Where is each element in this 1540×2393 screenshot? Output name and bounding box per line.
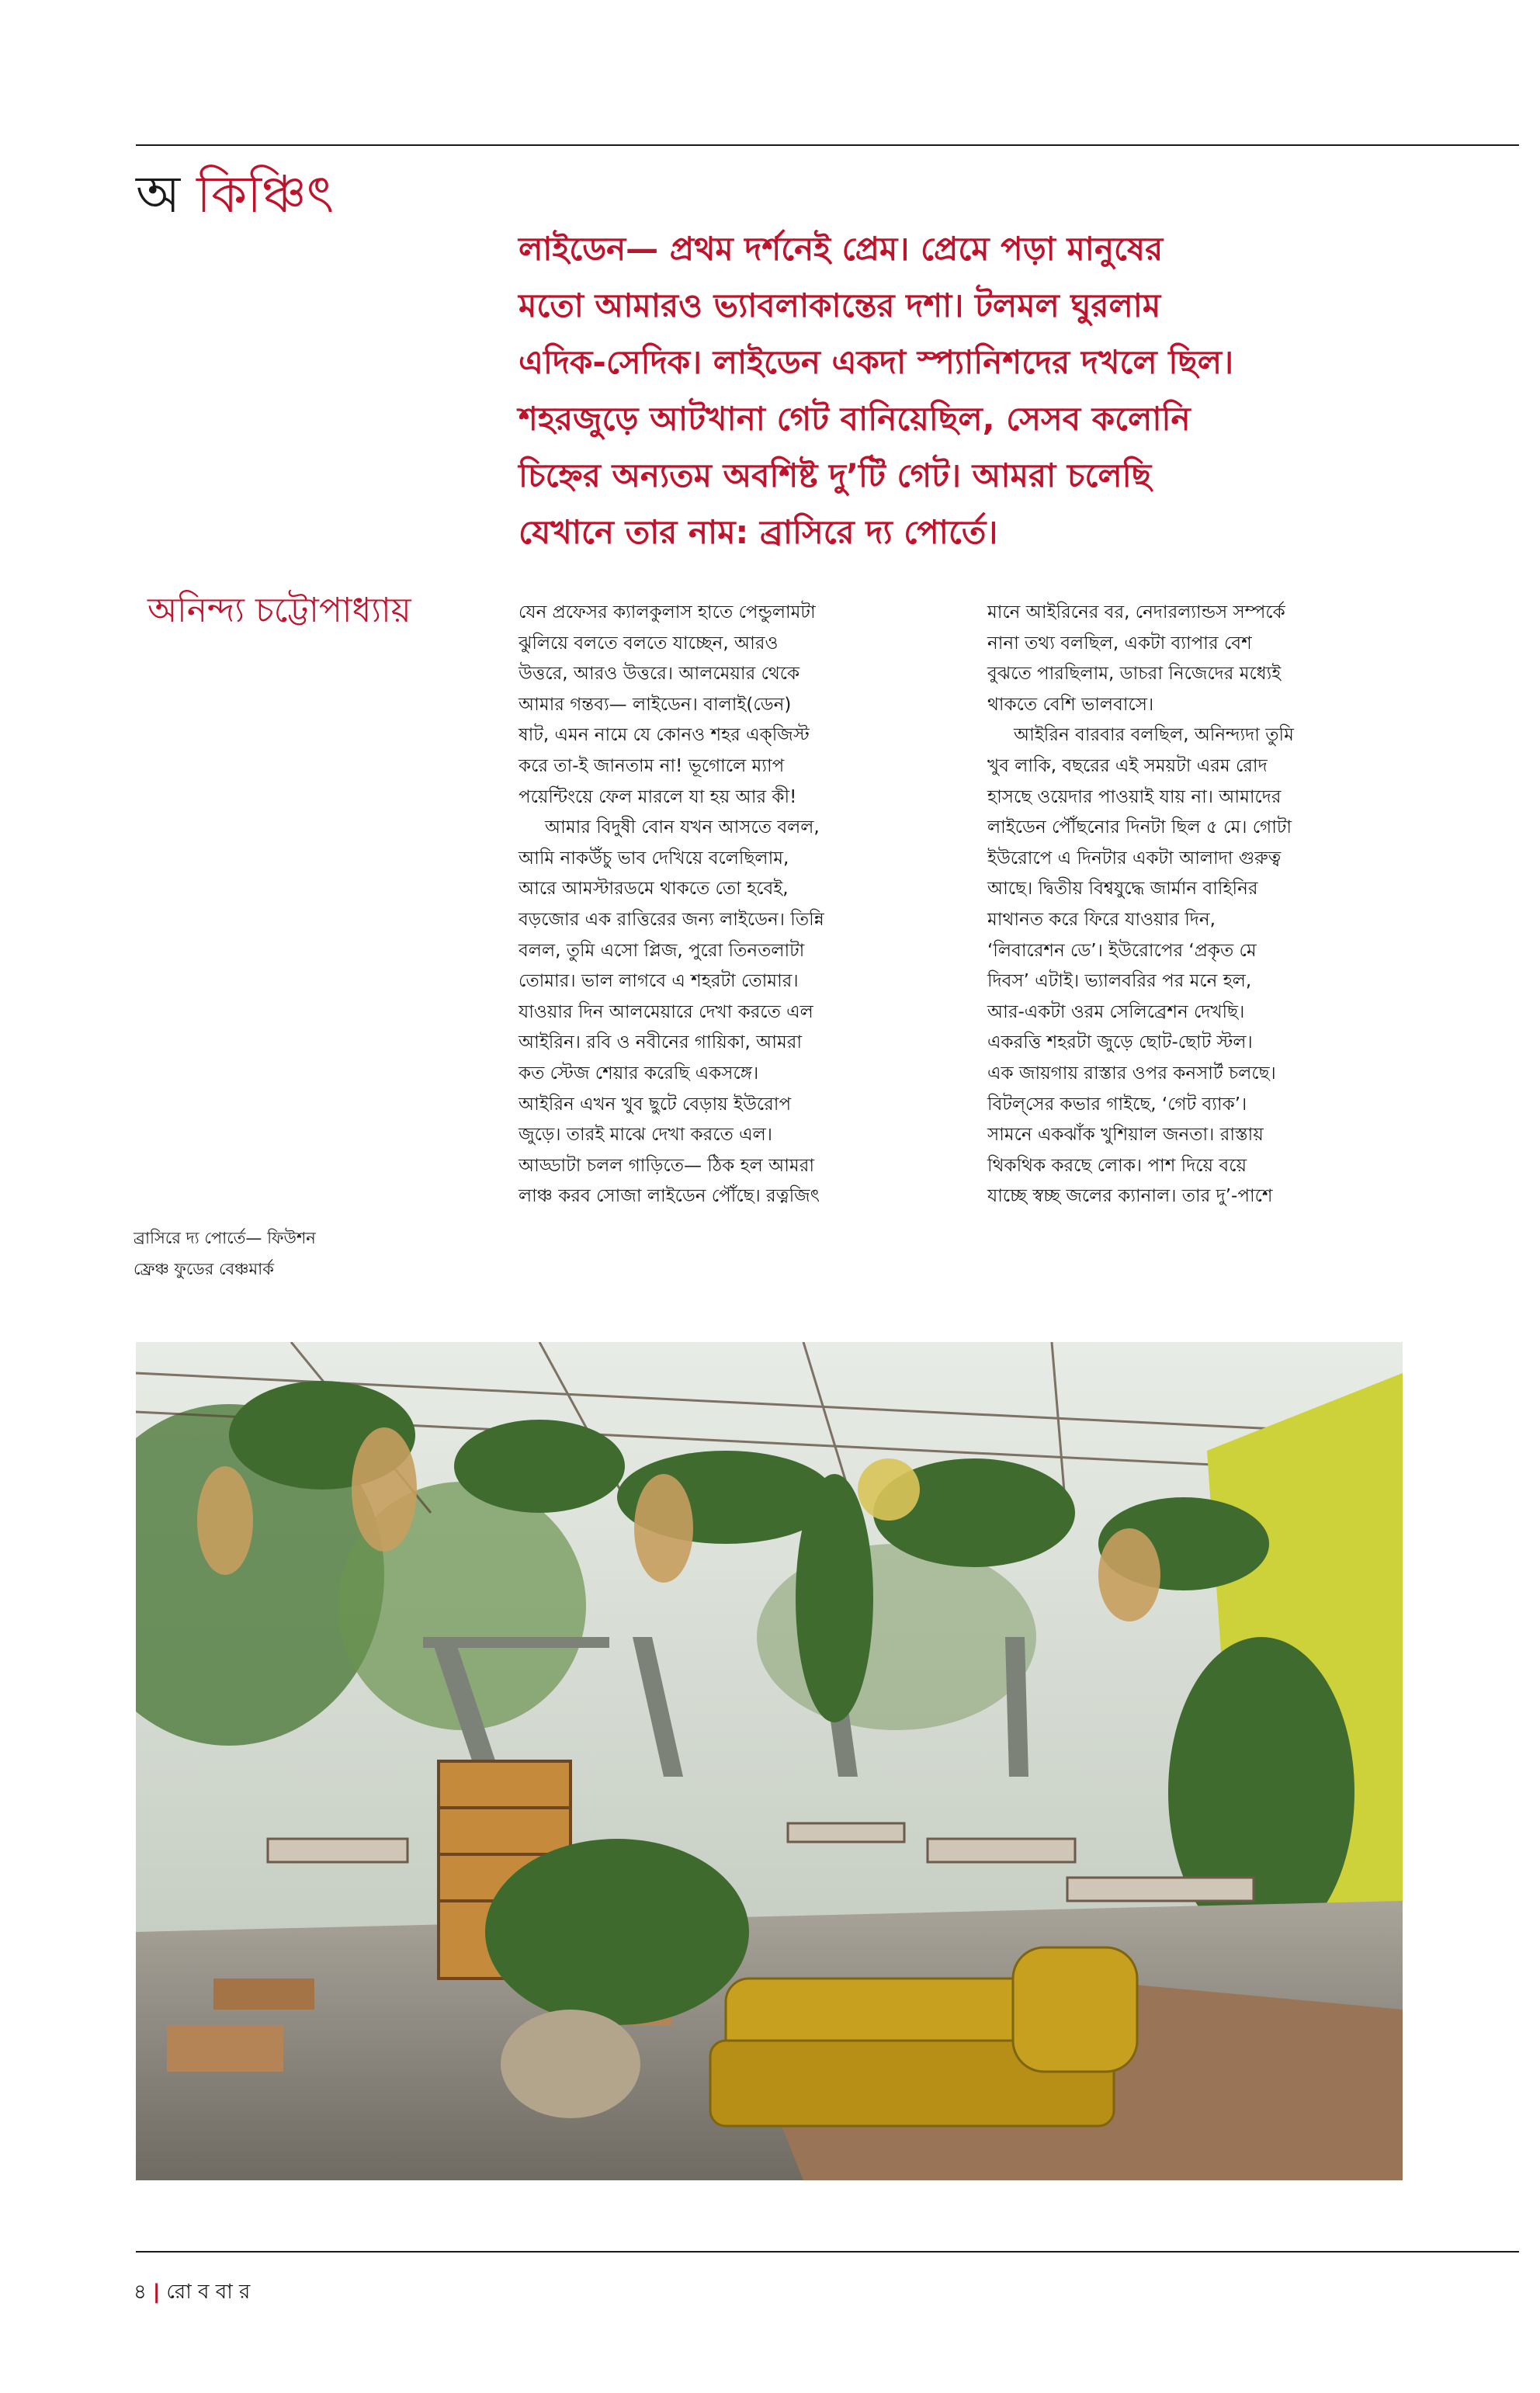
body-line: দিবস’ এটাই। ভ্যালবরির পর মনে হল,	[987, 971, 1252, 992]
body-line: বলল, তুমি এসো প্লিজ, পুরো তিনতলাটা	[519, 940, 805, 961]
section-heading	[136, 165, 335, 224]
deck-line: লাইডেন— প্রথম দর্শনেই প্রেম। প্রেমে পড়া মানুষের	[519, 230, 1164, 268]
body-line: কত স্টেজ শেয়ার করেছি একসঙ্গে।	[519, 1063, 759, 1084]
body-line: সামনে একঝাঁক খুশিয়াল জনতা। রাস্তায়	[987, 1125, 1264, 1146]
body-line: আইরিন বারবার বলছিল, অনিন্দ্যদা তুমি	[1014, 725, 1294, 746]
section-prefix: অ	[136, 165, 181, 224]
body-line: আমার বিদুষী বোন যখন আসতে বলল,	[545, 817, 820, 838]
body-line: ইউরোপে এ দিনটার একটা আলাদা গুরুত্ব	[987, 848, 1282, 869]
body-line: আমি নাকউঁচু ভাব দেখিয়ে বলেছিলাম,	[519, 848, 789, 869]
caption-line: ফ্রেঞ্চ ফুডের বেঞ্চমার্ক	[134, 1260, 274, 1278]
body-line: এক জায়গায় রাস্তার ওপর কনসার্ট চলছে।	[987, 1063, 1276, 1084]
photo-caption	[134, 1223, 382, 1285]
body-line: একরত্তি শহরটা জুড়ে ছোট-ছোট স্টল।	[987, 1032, 1253, 1053]
body-line: ষাট, এমন নামে যে কোনও শহর এক্‌জিস্ট	[519, 725, 810, 746]
body-line: খুব লাকি, বছরের এই সময়টা এরম রোদ	[987, 755, 1268, 776]
body-line: তোমার। ভাল লাগবে এ শহরটা তোমার।	[519, 971, 799, 992]
body-line: বড়জোর এক রাত্তিরের জন্য লাইডেন। তিন্নি	[519, 909, 824, 930]
body-line: পয়েন্টিংয়ে ফেল মারলে যা হয় আর কী!	[519, 786, 797, 807]
deck-line: শহরজুড়ে আটখানা গেট বানিয়েছিল, সেসব কলোনি	[519, 400, 1191, 438]
deck-line: মতো আমারও ভ্যাবলাকান্তের দশা। টলমল ঘুরলাম	[519, 286, 1161, 324]
body-line: হাসছে ওয়েদার পাওয়াই যায় না। আমাদের	[987, 786, 1282, 807]
body-line: যাচ্ছে স্বচ্ছ জলের ক্যানাল। তার দু’-পাশে	[987, 1186, 1273, 1207]
article-deck	[519, 220, 1419, 560]
deck-line: এদিক-সেদিক। লাইডেন একদা স্প্যানিশদের দখলে ছিল।	[519, 343, 1234, 381]
body-line: আইরিন এখন খুব ছুটে বেড়ায় ইউরোপ	[519, 1094, 792, 1115]
body-line: করে তা-ই জানতাম না! ভূগোলে ম্যাপ	[519, 755, 785, 776]
body-line: আড্ডাটা চলল গাড়িতে— ঠিক হল আমরা	[519, 1155, 815, 1176]
section-title: কিঞ্চিৎ	[196, 165, 335, 224]
body-line: যেন প্রফেসর ক্যালকুলাস হাতে পেন্ডুলামটা	[519, 602, 816, 623]
caption-line: ব্রাসিরে দ্য পোর্তে— ফিউশন	[134, 1229, 316, 1247]
body-line: থাকতে বেশি ভালবাসে।	[987, 694, 1154, 715]
body-line: মাথানত করে ফিরে যাওয়ার দিন,	[987, 909, 1216, 930]
body-line: জুড়ে। তারই মাঝে দেখা করতে এল।	[519, 1125, 772, 1146]
footer-separator: |	[152, 2280, 161, 2304]
body-line: যাওয়ার দিন আলমেয়ারে দেখা করতে এল	[519, 1001, 813, 1022]
restaurant-interior-photo	[136, 1342, 1403, 2180]
body-line: আইরিন। রবি ও নবীনের গায়িকা, আমরা	[519, 1032, 803, 1053]
body-line: বুঝতে পারছিলাম, ডাচরা নিজেদের মধ্যেই	[987, 664, 1282, 685]
body-line: থিকথিক করছে লোক। পাশ দিয়ে বয়ে	[987, 1155, 1247, 1176]
body-line: নানা তথ্য বলছিল, একটা ব্যাপার বেশ	[987, 633, 1252, 654]
body-line: ঝুলিয়ে বলতে বলতে যাচ্ছেন, আরও	[519, 633, 779, 654]
deck-line: চিহ্নের অন্যতম অবশিষ্ট দু’টি গেট। আমরা চলেছি	[519, 456, 1152, 494]
body-column-1	[519, 598, 976, 1212]
body-line: আরে আমস্টারডমে থাকতে তো হবেই,	[519, 879, 789, 900]
body-line: মানে আইরিনের বর, নেদারল্যান্ডস সম্পর্কে	[987, 602, 1285, 623]
body-line: ‘লিবারেশন ডে’। ইউরোপের ‘প্রকৃত মে	[987, 940, 1257, 961]
publication-name: রো ব বা র	[166, 2280, 251, 2304]
bottom-rule	[136, 2251, 1519, 2253]
body-line: বিটল্‌সের কভার গাইছে, ‘গেট ব্যাক’।	[987, 1094, 1247, 1115]
page-footer	[134, 2276, 250, 2310]
body-line: আর-একটা ওরম সেলিব্রেশন দেখছি।	[987, 1001, 1245, 1022]
body-line: আমার গন্তব্য— লাইডেন। বালাই(ডেন)	[519, 694, 792, 715]
deck-line: যেখানে তার নাম: ব্রাসিরে দ্য পোর্তে।	[519, 513, 998, 551]
body-line: লাইডেন পৌঁছনোর দিনটা ছিল ৫ মে। গোটা	[987, 817, 1292, 838]
author-byline: অনিন্দ্য চট্টোপাধ্যায়	[147, 591, 411, 630]
body-line: লাঞ্চ করব সোজা লাইডেন পৌঁছে। রত্নজিৎ	[519, 1186, 820, 1207]
body-column-2	[987, 598, 1453, 1212]
top-rule	[136, 144, 1519, 146]
body-line: উত্তরে, আরও উত্তরে। আলমেয়ার থেকে	[519, 664, 800, 685]
page-number: ৪	[134, 2280, 147, 2304]
body-line: আছে। দ্বিতীয় বিশ্বযুদ্ধে জার্মান বাহিনির	[987, 879, 1258, 900]
